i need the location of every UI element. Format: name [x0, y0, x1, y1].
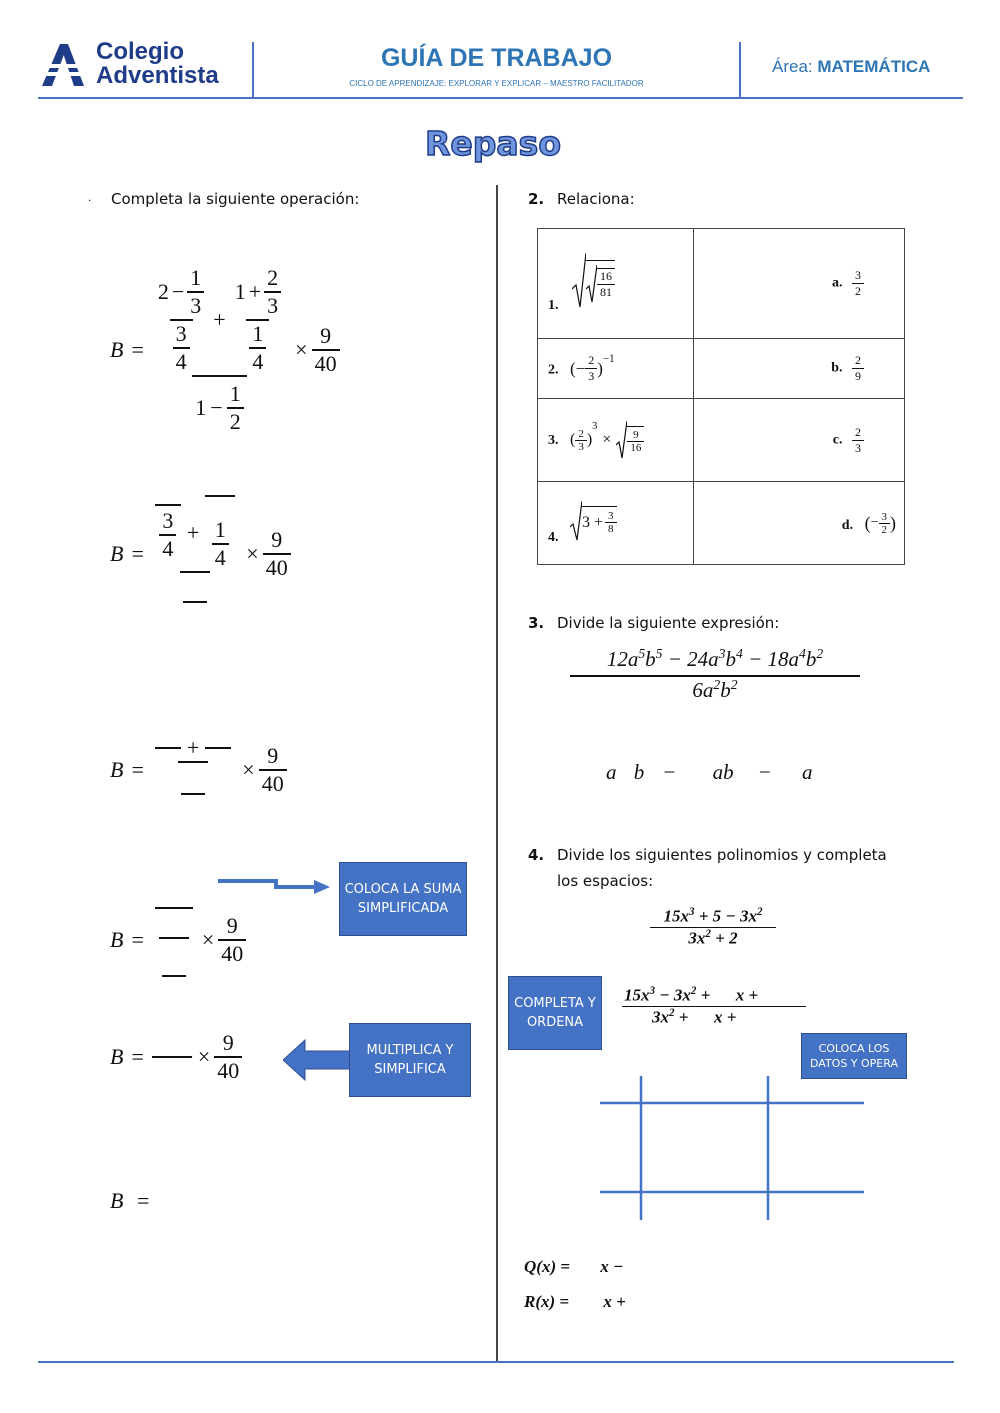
num-b: − 3x [655, 985, 691, 1005]
q4-title-line2: los espacios: [557, 872, 654, 890]
n: 1 [229, 381, 241, 406]
q1-title: Completa la siguiente operación: [111, 190, 360, 208]
q4-title-line1: Divide los siguientes polinomios y completa [557, 846, 887, 864]
q-rest: x − [600, 1257, 624, 1276]
q-label: Q(x) = [524, 1257, 571, 1276]
answer-letter: c. [832, 432, 843, 448]
d: 9 [852, 368, 864, 384]
expr-product: ( $\frac{2}{3}$ ) $^3$ × $\frac{9}{16}$ [570, 421, 644, 459]
q1-main-fraction [152, 265, 287, 435]
column-divider [496, 185, 498, 1363]
school-logo [38, 40, 248, 90]
blank-fraction[interactable] [152, 1056, 192, 1058]
q1-step2 [110, 495, 291, 613]
r-label: R(x) = [524, 1292, 570, 1311]
n: 3 [175, 321, 187, 346]
nine-fortieths [263, 527, 291, 581]
header-divider-right [739, 42, 741, 98]
q1-eq: = [131, 337, 144, 362]
minus: − [210, 395, 223, 420]
d: 2 [879, 523, 891, 536]
exp: 2 [713, 677, 721, 692]
q1-step4 [110, 893, 246, 987]
q2-title: Relaciona: [557, 190, 635, 208]
d: 4 [249, 347, 266, 375]
expr-power: ( − $\frac{2}{3}$ ) $^{-1}$ [570, 353, 615, 383]
d: 3 [187, 291, 204, 319]
n: 3 [608, 510, 614, 522]
blank-denominator[interactable] [183, 601, 207, 603]
n: 1 [190, 265, 202, 290]
row-number: 1. [548, 298, 559, 313]
q1-var: B [110, 1044, 124, 1069]
answer-letter: d. [841, 517, 854, 533]
area-value: MATEMÁTICA [817, 57, 931, 76]
table-cell-expr [538, 229, 694, 339]
q2-number: 2. [528, 190, 545, 208]
blank-denominator[interactable] [181, 793, 205, 795]
q4-remainder [524, 1292, 626, 1312]
table-cell-expr [538, 339, 694, 399]
row-number: 4. [548, 529, 559, 545]
q3-title: Divide la siguiente expresión: [557, 614, 780, 632]
table-cell-answer [694, 339, 905, 399]
d: 40 [312, 349, 340, 377]
expr-root-sum [570, 501, 617, 541]
d: 3 [264, 291, 281, 319]
logo-text-line1: Colegio [96, 38, 184, 65]
division-grid[interactable] [598, 1074, 868, 1224]
times: × [242, 757, 255, 782]
d: 3 [852, 440, 864, 456]
d: 4 [173, 347, 190, 375]
q3-answer-template [606, 760, 812, 785]
den-b: b [720, 678, 731, 702]
arrow-left-icon [283, 1038, 353, 1082]
q3-number: 3. [528, 614, 545, 632]
d: 4 [159, 534, 176, 562]
footer-line [38, 1361, 954, 1363]
d: 4 [212, 543, 229, 571]
q1-eq: = [131, 541, 144, 566]
minus: − [171, 279, 185, 304]
header-title: GUÍA DE TRABAJO [380, 44, 613, 72]
den: 6a [692, 678, 714, 702]
q1-bullet: . [88, 190, 92, 204]
answer-paren: ( − $\frac{3}{2}$ ) [864, 510, 896, 536]
n: 3 [162, 508, 174, 533]
term3: − 18a [742, 647, 799, 671]
d: 40 [214, 1056, 242, 1084]
nine-fortieths [218, 913, 246, 967]
plus: + [248, 279, 262, 304]
nine-fortieths [312, 323, 340, 377]
relation-table [537, 228, 905, 565]
expr-nested-root [572, 253, 615, 309]
answer-fraction [852, 353, 864, 384]
answer-ab: ab [712, 760, 734, 784]
n: 9 [633, 429, 639, 441]
answer-b: b [633, 760, 645, 784]
two-thirds [264, 265, 281, 319]
callout-data-box: COLOCA LOS DATOS Y OPERA [801, 1033, 907, 1079]
exp: 4 [736, 646, 743, 661]
callout-order-box: COMPLETA Y ORDENA [508, 976, 602, 1050]
exp: 3 [649, 985, 656, 997]
n: 3 [855, 268, 861, 282]
adventist-logo-icon [38, 42, 86, 90]
num-c: + x + [696, 985, 759, 1005]
d: 2 [227, 407, 244, 435]
answer-letter: b. [831, 360, 843, 376]
table-cell-expr [538, 482, 694, 565]
logo-text-line2: Adventista [96, 62, 219, 89]
answer-fraction [852, 425, 864, 456]
exp: 4 [799, 646, 806, 661]
n: 9 [222, 1030, 234, 1055]
exp: 2 [705, 927, 711, 940]
answer-fraction [852, 268, 864, 299]
num: 2 [157, 279, 169, 304]
exp: 2 [730, 677, 738, 692]
d: 8 [605, 522, 617, 535]
q4-number: 4. [528, 846, 545, 864]
d: 40 [218, 939, 246, 967]
d: 3 [575, 440, 587, 453]
q1-eq: = [131, 1044, 144, 1069]
n: 9 [271, 527, 283, 552]
q1-step2-fraction [152, 495, 238, 613]
n: 16 [600, 268, 612, 283]
plus: + [186, 735, 200, 760]
minus: − [575, 358, 586, 378]
three-quarters [173, 321, 190, 375]
q1-eq: = [131, 757, 144, 782]
num-a: 15x [663, 906, 689, 926]
times: × [295, 337, 308, 362]
row-number: 2. [548, 362, 559, 378]
den-a: 3x [688, 928, 706, 948]
d: 2 [852, 283, 864, 299]
row-number: 3. [548, 433, 559, 448]
area-label [772, 57, 930, 77]
answer-letter: a. [832, 275, 843, 291]
d: 81 [597, 284, 615, 300]
plus: + [186, 520, 200, 545]
exp: 3 [718, 646, 726, 661]
term1: 12a [606, 647, 639, 671]
n: 9 [320, 323, 332, 348]
q1-frac-a [155, 265, 207, 375]
one-half [227, 381, 244, 435]
callout-sum-box: COLOCA LA SUMA SIMPLIFICADA [339, 862, 467, 936]
den-a: 3x [652, 1007, 669, 1027]
r-rest: x + [603, 1292, 626, 1311]
exp: 2 [816, 646, 824, 661]
root-int: 3 + [582, 513, 604, 531]
header-subtitle: CICLO DE APRENDIZAJE: EXPLORAR Y EXPLICAR – MAESTRO FACILITADOR [349, 79, 644, 88]
times: × [201, 927, 215, 952]
n: 2 [855, 353, 861, 367]
q4-polynomial-fraction [650, 906, 776, 948]
radical-icon [586, 265, 597, 303]
n: 1 [252, 321, 264, 346]
q1-step1 [110, 265, 340, 435]
exponent: 3 [592, 421, 598, 432]
q4-ordered-fraction [622, 985, 806, 1027]
table-cell-answer [694, 399, 905, 482]
blank-1[interactable] [155, 747, 181, 749]
term2-b: b [725, 647, 736, 671]
blank-numerator[interactable] [155, 907, 193, 909]
answer-a: a [606, 760, 617, 784]
term3-b: b [805, 647, 817, 671]
q1-step4-fraction [152, 893, 196, 987]
n: 9 [226, 913, 238, 938]
times: × [246, 541, 259, 566]
table-cell-answer [694, 482, 905, 565]
table-cell-answer [694, 229, 905, 339]
den-b: + x + [674, 1007, 737, 1027]
n: 2 [267, 265, 279, 290]
exp: 5 [655, 646, 663, 661]
q3-expression [570, 646, 860, 703]
num: 1 [234, 279, 246, 304]
num-b: + 5 − 3x [694, 906, 757, 926]
q1-eq: = [136, 1188, 150, 1213]
answer-minus2: − [758, 760, 771, 784]
den-b: + 2 [710, 928, 738, 948]
plus: + [213, 307, 226, 332]
q1-step5 [110, 1030, 242, 1084]
exp: 2 [757, 906, 763, 918]
area-label-text: Área: [772, 57, 813, 76]
q1-frac-b [232, 265, 284, 375]
q1-step3-fraction [152, 735, 234, 805]
exp: 3 [688, 906, 695, 918]
num-a: 15x [624, 985, 650, 1005]
n: 2 [578, 427, 584, 440]
answer-minus1: − [663, 760, 676, 784]
radical-icon [570, 501, 582, 541]
exp: 2 [669, 1006, 675, 1019]
q1-eq: = [131, 927, 144, 952]
num: 1 [195, 395, 207, 420]
q1-step3 [110, 735, 287, 805]
header-bottom-line [38, 97, 963, 99]
page-title: Repaso [425, 124, 561, 163]
d: 3 [585, 368, 597, 384]
blank-denominator[interactable] [162, 975, 186, 977]
nine-fortieths [214, 1030, 242, 1084]
exp: 2 [690, 985, 697, 997]
blank-over-three-quarters[interactable] [155, 504, 181, 562]
blank-over-one-quarter[interactable] [205, 495, 235, 571]
n: 3 [881, 510, 887, 523]
exponent: −1 [602, 353, 615, 365]
n: 2 [855, 424, 861, 439]
nine-fortieths [259, 743, 287, 797]
q1-var: B [110, 337, 124, 362]
term2: − 24a [662, 647, 719, 671]
d: 40 [259, 769, 287, 797]
answer-a2: a [801, 760, 813, 784]
q1-var: B [110, 541, 124, 566]
q1-var: B [110, 757, 124, 782]
table-cell-expr [538, 399, 694, 482]
q1-var: B [110, 927, 124, 952]
radical-icon [616, 421, 627, 459]
exp: 5 [638, 646, 646, 661]
n: 1 [214, 517, 226, 542]
third-fraction [187, 265, 204, 319]
n: 9 [267, 743, 279, 768]
one-quarter [249, 321, 266, 375]
times: × [197, 1044, 211, 1069]
blank-2[interactable] [205, 747, 231, 749]
q4-quotient [524, 1257, 623, 1277]
arrow-right-icon [216, 876, 332, 898]
n: 2 [588, 353, 595, 367]
q1-var: B [110, 1188, 124, 1213]
callout-multiply-box: MULTIPLICA Y SIMPLIFICA [349, 1023, 471, 1097]
radical-icon [572, 253, 586, 309]
d: 40 [263, 553, 291, 581]
q1-final [110, 1188, 149, 1214]
d: 16 [627, 441, 644, 454]
term1-b: b [645, 647, 656, 671]
